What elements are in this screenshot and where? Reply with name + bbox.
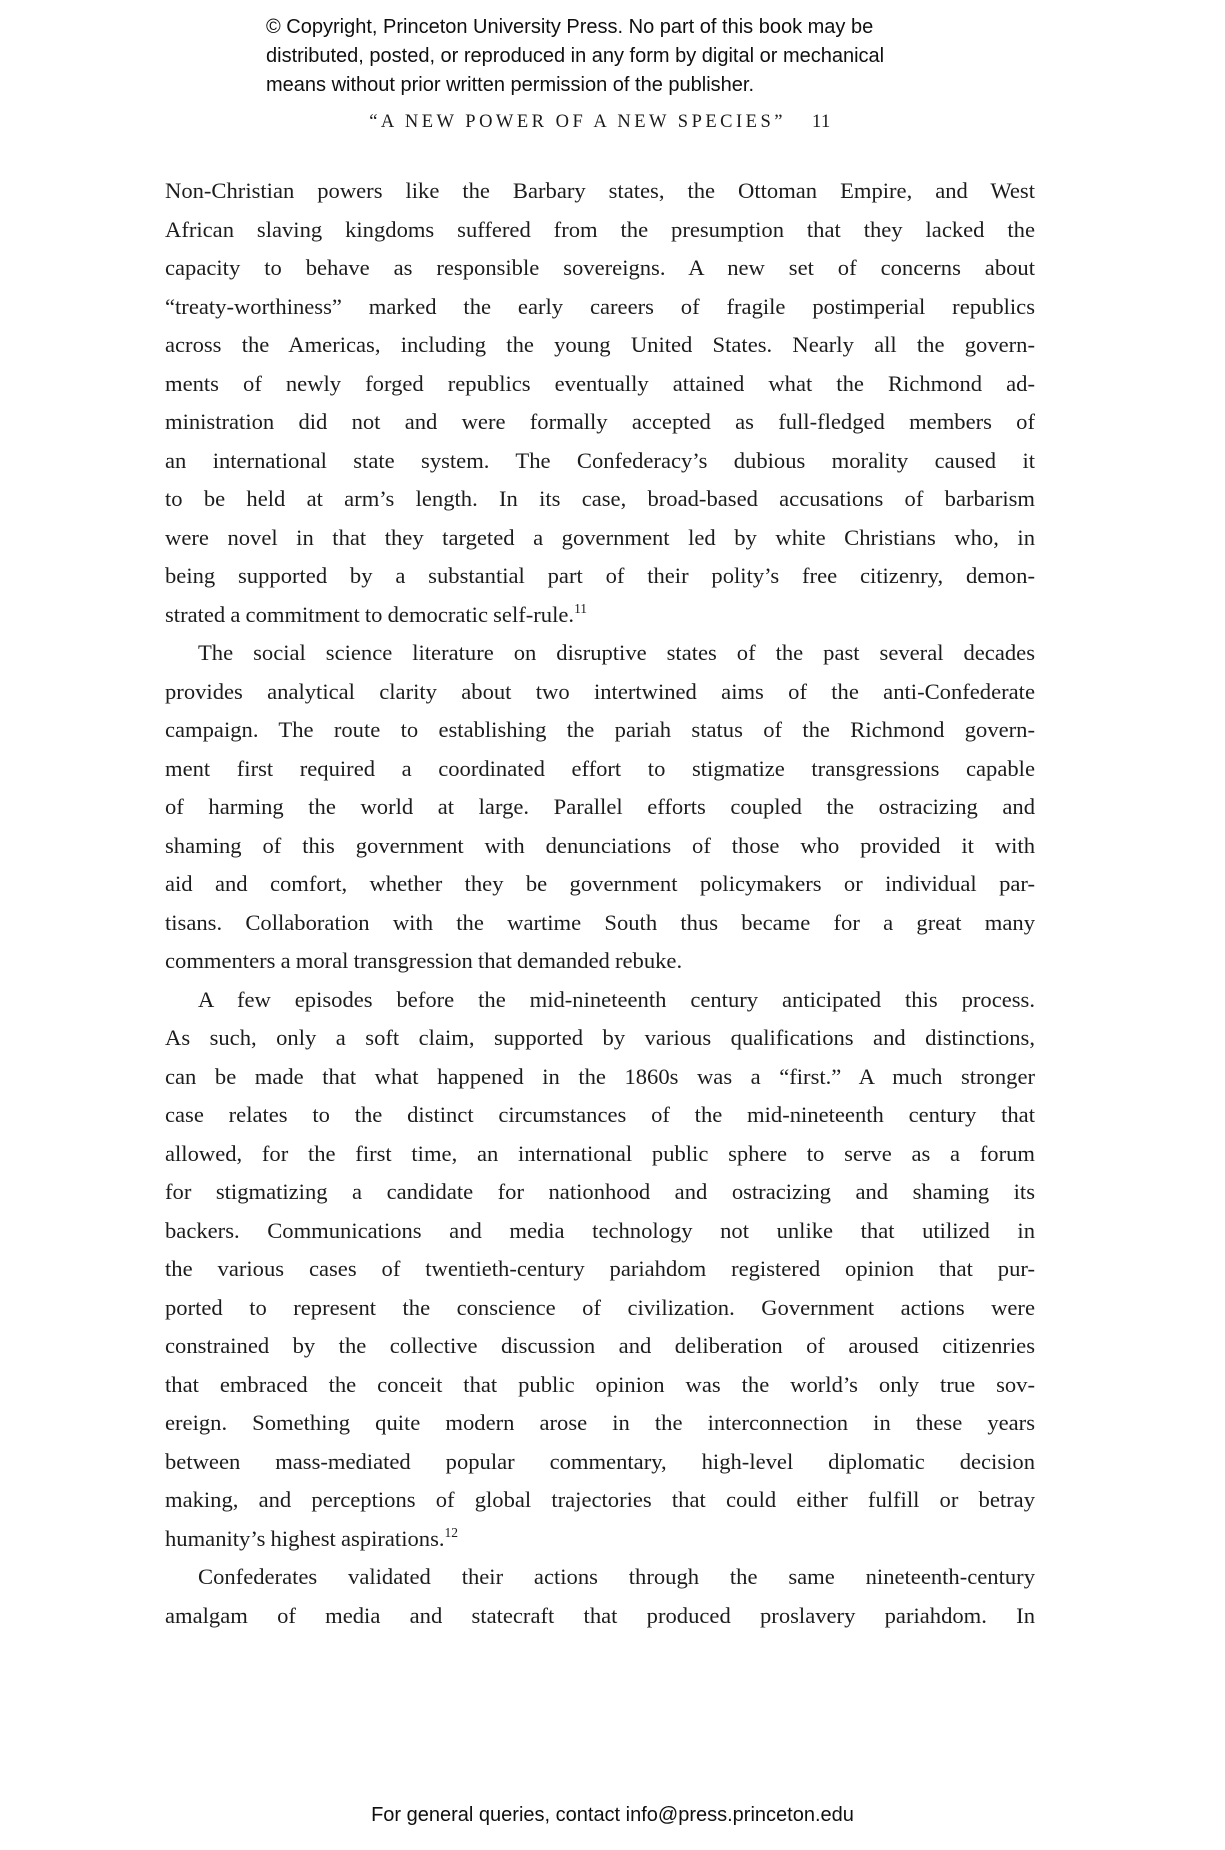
paragraph xyxy=(165,1558,1035,1635)
page-number: 11 xyxy=(811,112,831,132)
text-line: capacity to behave as responsible sovereigns. A new set of concerns about xyxy=(165,255,1035,280)
text-line: for stigmatizing a candidate for nationhood and ostracizing and shaming its xyxy=(165,1179,1035,1204)
text-line: ministration did not and were formally accepted as full-fledged members of xyxy=(165,409,1035,434)
text-line: can be made that what happened in the 1860s was a “first.” A much stronger xyxy=(165,1063,1035,1089)
text-line: shaming of this government with denunciations of those who provided it with xyxy=(165,832,1035,858)
footer-query-contact: For general queries, contact info@press.princeton.edu xyxy=(371,1804,854,1826)
body-text xyxy=(165,172,1035,1635)
text-line: of harming the world at large. Parallel efforts coupled the ostracizing and xyxy=(165,794,1035,819)
text-line: ported to represent the conscience of civilization. Government actions were xyxy=(165,1294,1035,1320)
text-line: Non-Christian powers like the Barbary states, the Ottoman Empire, and West xyxy=(165,178,1035,203)
text-line: across the Americas, including the young United States. Nearly all the govern- xyxy=(165,332,1035,357)
text-line: “treaty-worthiness” marked the early careers of fragile postimperial republics xyxy=(165,293,1035,319)
copyright-line: means without prior written permission of the publisher. xyxy=(266,74,755,96)
copyright-line: distributed, posted, or reproduced in any form by digital or mechanical xyxy=(266,45,885,67)
text-line: to be held at arm’s length. In its case, broad-based accusations of barbarism xyxy=(165,486,1035,511)
text-line: were novel in that they targeted a government led by white Christians who, in xyxy=(165,524,1035,550)
paragraph xyxy=(165,634,1035,981)
text-line: allowed, for the first time, an international public sphere to serve as a forum xyxy=(165,1140,1035,1166)
copyright-line: © Copyright, Princeton University Press. No part of this book may be xyxy=(266,16,874,38)
text-line: being supported by a substantial part of their polity’s free citizenry, demon- xyxy=(165,563,1035,588)
text-line: campaign. The route to establishing the pariah status of the Richmond govern- xyxy=(165,717,1035,742)
footnote-ref: 11 xyxy=(574,600,588,616)
text-line: The social science literature on disruptive states of the past several decades xyxy=(198,640,1035,665)
copyright-notice xyxy=(266,13,884,100)
text-line: aid and comfort, whether they be government policymakers or individual par- xyxy=(165,871,1035,896)
text-line: ments of newly forged republics eventually attained what the Richmond ad- xyxy=(165,370,1035,396)
text-line: tisans. Collaboration with the wartime South thus became for a great many xyxy=(165,909,1035,935)
text-line: commenters a moral transgression that demanded rebuke. xyxy=(165,948,683,973)
text-line: strated a commitment to democratic self-rule.$^{11}$ xyxy=(165,600,588,627)
text-line: backers. Communications and media technology not unlike that utilized in xyxy=(165,1217,1035,1243)
text-line: making, and perceptions of global trajectories that could either fulfill or betray xyxy=(165,1487,1035,1512)
text-line: ment first required a coordinated effort to stigmatize transgressions capable xyxy=(165,755,1035,781)
paragraph xyxy=(165,172,1035,634)
text-line: an international state system. The Confederacy’s dubious morality caused it xyxy=(165,447,1035,473)
running-head xyxy=(165,112,1035,133)
text-line: African slaving kingdoms suffered from the presumption that they lacked the xyxy=(165,216,1035,242)
paragraph xyxy=(165,981,1035,1559)
text-line: between mass-mediated popular commentary, high-level diplomatic decision xyxy=(165,1448,1035,1474)
text-line: A few episodes before the mid-nineteenth century anticipated this process. xyxy=(198,986,1035,1012)
text-line: the various cases of twentieth-century pariahdom registered opinion that pur- xyxy=(165,1256,1035,1281)
text-line: ereign. Something quite modern arose in the interconnection in these years xyxy=(165,1410,1035,1435)
text-line: that embraced the conceit that public opinion was the world’s only true sov- xyxy=(165,1371,1035,1397)
text-line: constrained by the collective discussion and deliberation of aroused citizenries xyxy=(165,1333,1035,1358)
text-line: case relates to the distinct circumstances of the mid-nineteenth century that xyxy=(165,1102,1035,1127)
text-line: As such, only a soft claim, supported by various qualifications and distinctions, xyxy=(165,1025,1035,1050)
text-line: amalgam of media and statecraft that produced proslavery pariahdom. In xyxy=(165,1602,1035,1628)
text-line: Confederates validated their actions through the same nineteenth-century xyxy=(198,1564,1035,1589)
text-line: humanity’s highest aspirations.$^{12}$ xyxy=(165,1524,459,1551)
running-head-title: “A NEW POWER OF A NEW SPECIES” xyxy=(369,112,786,132)
text-line: provides analytical clarity about two intertwined aims of the anti-Confederate xyxy=(165,678,1035,704)
footnote-ref: 12 xyxy=(444,1524,459,1540)
